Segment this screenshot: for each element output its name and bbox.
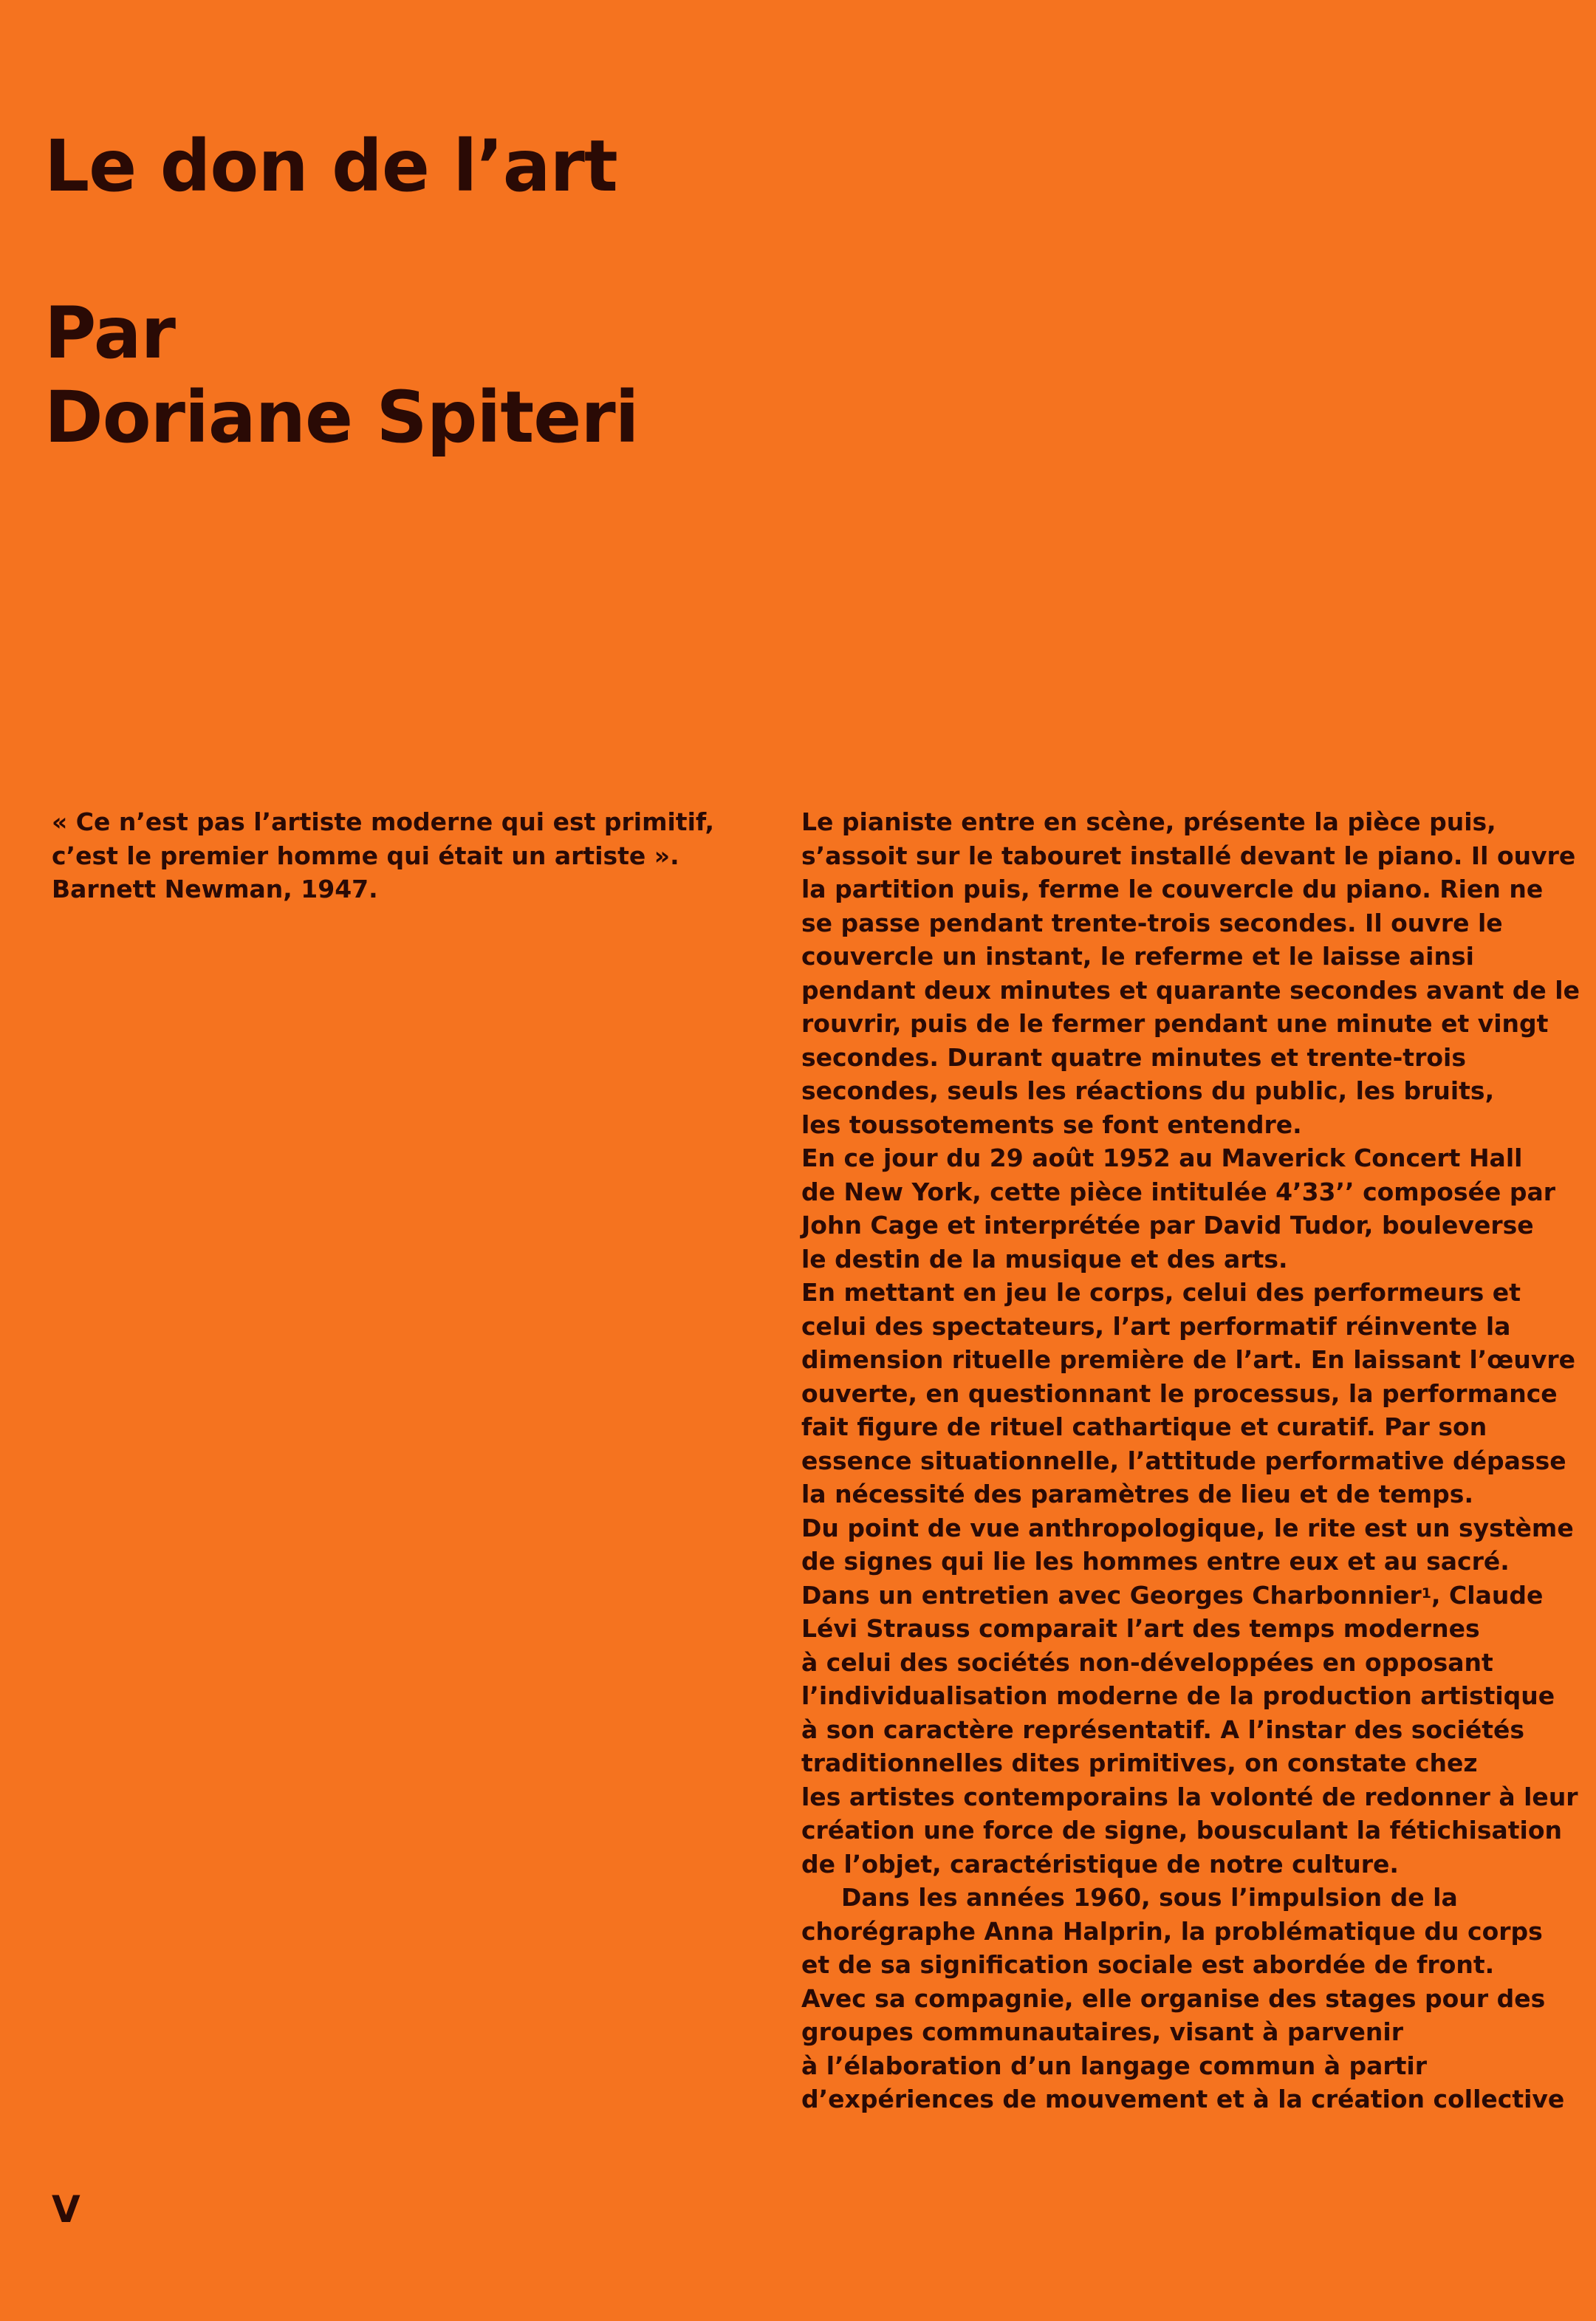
body-line: et de sa signification sociale est abordée de front.	[801, 1950, 1495, 1979]
author-name: Doriane Spiteri	[44, 376, 639, 459]
body-line: le destin de la musique et des arts.	[801, 1244, 1288, 1274]
body-line: ouverte, en questionnant le processus, la performance	[801, 1378, 1558, 1408]
footnote-ref[interactable]: 1	[1421, 1585, 1432, 1602]
body-line: Le pianiste entre en scène, présente la pièce puis,	[801, 807, 1496, 836]
body-line: à son caractère représentatif. A l’instar des sociétés	[801, 1715, 1525, 1744]
body-line: s’assoit sur le tabouret installé devant le piano. Il ouvre	[801, 841, 1576, 870]
page-title: Le don de l’art	[44, 125, 617, 208]
body-line: secondes. Durant quatre minutes et trente-trois	[801, 1042, 1466, 1072]
epigraph-attribution: Barnett Newman, 1947.	[52, 875, 378, 903]
body-line: celui des spectateurs, l’art performatif réinvente la	[801, 1311, 1511, 1341]
body-line: chorégraphe Anna Halprin, la problématique du corps	[801, 1916, 1543, 1946]
epigraph	[52, 805, 716, 906]
body-line-indented: Dans les années 1960, sous l’impulsion de la	[841, 1883, 1458, 1912]
body-line: fait figure de rituel cathartique et curatif. Par son	[801, 1412, 1487, 1441]
body-line: pendant deux minutes et quarante secondes avant de le	[801, 975, 1580, 1005]
body-line: les toussotements se font entendre.	[801, 1110, 1302, 1139]
body-line: Du point de vue anthropologique, le rite est un système	[801, 1513, 1574, 1542]
body-line: de signes qui lie les hommes entre eux et au sacré.	[801, 1547, 1510, 1576]
body-line-text: Dans un entretien avec Georges Charbonnier	[801, 1580, 1422, 1610]
body-line: de New York, cette pièce intitulée 4’33’’ composée par	[801, 1177, 1556, 1206]
body-line-footnoted	[801, 1579, 1544, 1613]
body-line: d’expériences de mouvement et à la création collective	[801, 2085, 1565, 2113]
body-line: l’individualisation moderne de la production artistique	[801, 1681, 1555, 1710]
body-line: groupes communautaires, visant à parvenir	[801, 2017, 1404, 2046]
body-line-text: , Claude	[1431, 1580, 1544, 1610]
byline-prefix: Par	[44, 292, 175, 375]
page-number: V	[52, 2188, 81, 2231]
body-text	[801, 805, 1580, 2116]
body-line: Lévi Strauss comparait l’art des temps modernes	[801, 1614, 1480, 1643]
body-line: secondes, seuls les réactions du public, les bruits,	[801, 1076, 1495, 1105]
body-line: Avec sa compagnie, elle organise des stages pour des	[801, 1983, 1546, 2013]
header	[44, 124, 931, 459]
body-line: En ce jour du 29 août 1952 au Maverick Concert Hall	[801, 1144, 1523, 1172]
body-line: création une force de signe, bousculant la fétichisation	[801, 1816, 1563, 1845]
body-line: les artistes contemporains la volonté de redonner à leur	[801, 1782, 1578, 1811]
body-line: couvercle un instant, le referme et le laisse ainsi	[801, 942, 1474, 971]
body-line: la nécessité des paramètres de lieu et de temps.	[801, 1480, 1473, 1508]
body-line: se passe pendant trente-trois secondes. Il ouvre le	[801, 908, 1503, 937]
body-line: dimension rituelle première de l’art. En laissant l’œuvre	[801, 1345, 1576, 1374]
byline	[44, 291, 931, 459]
body-line: rouvrir, puis de le fermer pendant une minute et vingt	[801, 1009, 1549, 1038]
body-line: essence situationnelle, l’attitude performative dépasse	[801, 1446, 1566, 1475]
epigraph-line: c’est le premier homme qui était un artiste ».	[52, 841, 679, 870]
body-line: traditionnelles dites primitives, on constate chez	[801, 1749, 1478, 1777]
body-line: John Cage et interprétée par David Tudor, bouleverse	[801, 1211, 1534, 1240]
body-line: à celui des sociétés non-développées en opposant	[801, 1647, 1493, 1677]
body-line: de l’objet, caractéristique de notre culture.	[801, 1849, 1399, 1879]
body-line: à l’élaboration d’un langage commun à partir	[801, 2051, 1427, 2080]
body-line: En mettant en jeu le corps, celui des performeurs et	[801, 1278, 1521, 1307]
body-line: la partition puis, ferme le couvercle du piano. Rien ne	[801, 875, 1544, 903]
epigraph-line: « Ce n’est pas l’artiste moderne qui est primitif,	[52, 807, 714, 836]
